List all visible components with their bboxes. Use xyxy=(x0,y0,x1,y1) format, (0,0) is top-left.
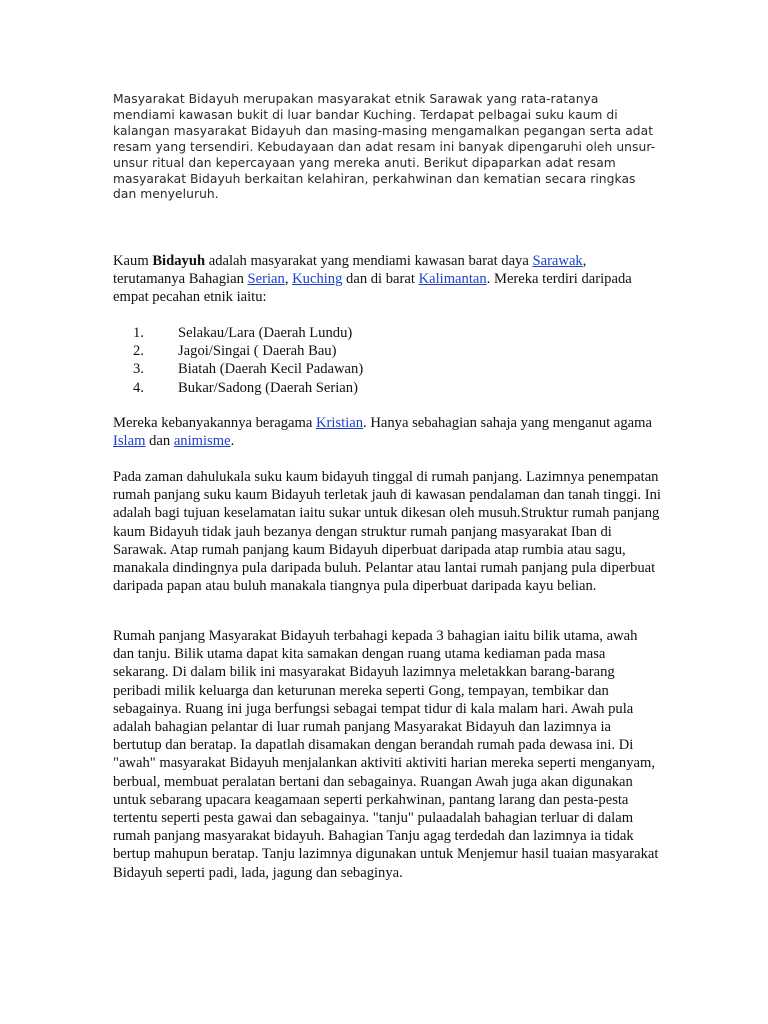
list-number: 2. xyxy=(133,343,144,360)
text-span: . Mereka terdiri daripada empat pecahan etnik iaitu: xyxy=(113,271,632,306)
list-number: 1. xyxy=(133,325,144,341)
longhouse-sections-paragraph: Rumah panjang Masyarakat Bidayuh terbahagi kepada 3 bahagian iaitu bilik utama, awah dan tanju. Bilik utama dapat kita samakan dengan ruang utama kediaman pada masa sekarang. Di dalam bilik ini masyarakat Bidayuh lazimnya meletakkan barang-barang peribadi milik keluarga dan keturunan mereka seperti Gong, tempayan, tembikar dan sebagainya. Ruang ini juga berfungsi sebagai tempat tidur di kala malam hari. Awah pula adalah bahagian pelantar di luar rumah panjang Masyarakat Bidayuh dan lazimnya ia bertutup dan beratap. Ia dapatlah disamakan dengan berandah rumah pada dewasa ini. Di "awah" masyarakat Bidayuh menjalankan aktiviti aktiviti harian mereka seperti menganyam, berbual, membuat peralatan bertani dan sebagainya. Ruangan Awah juga akan digunakan untuk sebarang upacara keagamaan seperti perkahwinan, pantang larang dan pesta-pesta tertentu seperti pesta gawai dan sebagainya. "tanju" pulaadalah bahagian terluar di dalam rumah panjang masyarakat bidayuh. Bahagian Tanju agag terdedah dan lazimnya ia tidak bertup mahupun beratap. Tanju lazimnya digunakan untuk Menjemur hasil tuaian masyarakat Bidayuh seperti padi, lada, jagung dan sebaginya. xyxy=(113,628,659,881)
intro-paragraph: Masyarakat Bidayuh merupakan masyarakat etnik Sarawak yang rata-ratanya mendiami kawasan bukit di luar bandar Kuching. Terdapat pelbagai suku kaum di kalangan masyarakat Bidayuh dan masing-masing mengamalkan pegangan serta adat resam yang tersendiri. Kebudayaan dan adat resam ini banyak dipengaruhi oleh unsur-unsur ritual dan kepercayaan yang mereka anuti. Berikut dipaparkan adat resam masyarakat Bidayuh berkaitan kelahiran, perkahwinan dan kematian secara ringkas dan menyeluruh. xyxy=(113,92,656,202)
bidayuh-intro-paragraph xyxy=(113,252,661,307)
list-item xyxy=(113,379,653,397)
text-span: dan di barat xyxy=(342,271,419,288)
list-text: Selakau/Lara (Daerah Lundu) xyxy=(178,325,353,341)
text-span: Mereka kebanyakannya beragama xyxy=(113,415,316,431)
text-span: dan xyxy=(145,433,174,450)
list-item xyxy=(113,342,653,360)
text-span: Kaum xyxy=(113,253,153,269)
religion-paragraph xyxy=(113,414,661,450)
link-islam[interactable]: Islam xyxy=(113,433,146,450)
list-item xyxy=(113,324,653,342)
link-kristian[interactable]: Kristian xyxy=(316,415,364,431)
link-kuching[interactable]: Kuching xyxy=(292,271,343,288)
text-span: , terutamanya Bahagian xyxy=(113,253,587,288)
ethnic-list xyxy=(113,324,653,397)
bidayuh-bold: Bidayuh xyxy=(152,253,206,269)
link-animisme[interactable]: animisme xyxy=(173,433,231,450)
list-text: Bukar/Sadong (Daerah Serian) xyxy=(178,379,358,396)
list-number: 4. xyxy=(133,379,144,396)
list-text: Jagoi/Singai ( Daerah Bau) xyxy=(178,343,337,360)
text-span: . Hanya sebahagian sahaja yang menganut agama xyxy=(363,415,652,431)
longhouse-paragraph: Pada zaman dahulukala suku kaum bidayuh tinggal di rumah panjang. Lazimnya penempatan rumah panjang suku kaum Bidayuh terletak jauh di kawasan pendalaman dan tanah tinggi. Ini adalah bagi tujuan keselamatan iaitu sukar untuk dikesan oleh musuh.Struktur rumah panjang kaum Bidayuh tidak jauh bezanya dengan struktur rumah panjang masyarakat Iban di Sarawak. Atap rumah panjang kaum Bidayuh diperbuat daripada atap rumbia atau sagu, manakala dindingnya pula daripada buluh. Pelantar atau lantai rumah panjang pula diperbuat daripada papan atau buluh manakala tiangnya pula diperbuat daripada kayu belian. xyxy=(113,469,661,595)
list-item xyxy=(113,360,653,378)
text-span: , xyxy=(284,271,293,288)
text-span: adalah masyarakat yang mendiami kawasan barat daya xyxy=(205,253,533,269)
list-number: 3. xyxy=(133,361,144,378)
link-kalimantan[interactable]: Kalimantan xyxy=(418,271,487,288)
link-sarawak[interactable]: Sarawak xyxy=(532,253,583,269)
text-span: . xyxy=(230,433,235,450)
list-text: Biatah (Daerah Kecil Padawan) xyxy=(178,361,364,378)
link-serian[interactable]: Serian xyxy=(247,271,285,288)
